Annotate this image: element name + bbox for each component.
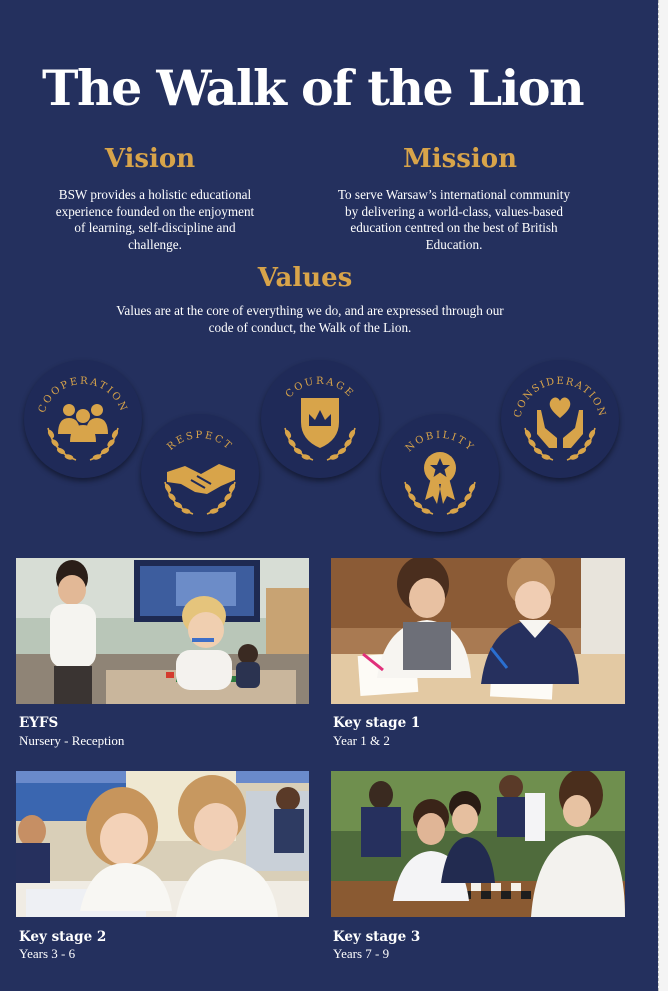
badge-label	[381, 414, 499, 532]
badge-label	[24, 360, 142, 478]
svg-text:COOPERATION: COOPERATION	[36, 375, 130, 415]
badge-respect	[141, 414, 259, 532]
eyfs-title: EYFS	[19, 715, 59, 731]
vision-text: BSW provides a holistic educational experience founded on the enjoyment of learning, self-discipline and challenge.	[55, 187, 255, 252]
values-heading: Values	[257, 263, 353, 293]
eyfs-subtitle: Nursery - Reception	[19, 733, 125, 748]
badge-label	[261, 360, 379, 478]
key-stage-2-title: Key stage 2	[19, 929, 107, 945]
page-title: The Walk of the Lion	[42, 59, 584, 117]
key-stage-3-title: Key stage 3	[333, 929, 421, 945]
key-stage-2-photo	[16, 771, 309, 917]
values-text: Values are at the core of everything we do, and are expressed through our code of conduct, the Walk of the Lion.	[116, 303, 504, 335]
svg-text:NOBILITY: NOBILITY	[403, 429, 477, 455]
svg-text:CONSIDERATION: CONSIDERATION	[512, 375, 608, 419]
badge-nobility	[381, 414, 499, 532]
eyfs-photo	[16, 558, 309, 704]
badge-label	[141, 414, 259, 532]
svg-text:RESPECT: RESPECT	[165, 429, 235, 453]
svg-text:COURAGE: COURAGE	[283, 375, 357, 401]
mission-text: To serve Warsaw’s international community by delivering a world-class, values-based education centred on the best of British Education.	[337, 187, 571, 252]
mission-heading: Mission	[402, 144, 518, 174]
key-stage-1-title: Key stage 1	[333, 715, 421, 731]
key-stage-1-photo	[331, 558, 625, 704]
key-stage-3-subtitle: Years 7 - 9	[333, 946, 390, 961]
page-edge	[658, 0, 668, 991]
badge-label	[501, 360, 619, 478]
key-stage-3-photo	[331, 771, 625, 917]
key-stage-2-subtitle: Years 3 - 6	[19, 946, 76, 961]
badge-cooperation	[24, 360, 142, 478]
key-stage-1-subtitle: Year 1 & 2	[333, 733, 390, 748]
vision-heading: Vision	[104, 144, 196, 174]
badge-consideration	[501, 360, 619, 478]
badge-courage	[261, 360, 379, 478]
